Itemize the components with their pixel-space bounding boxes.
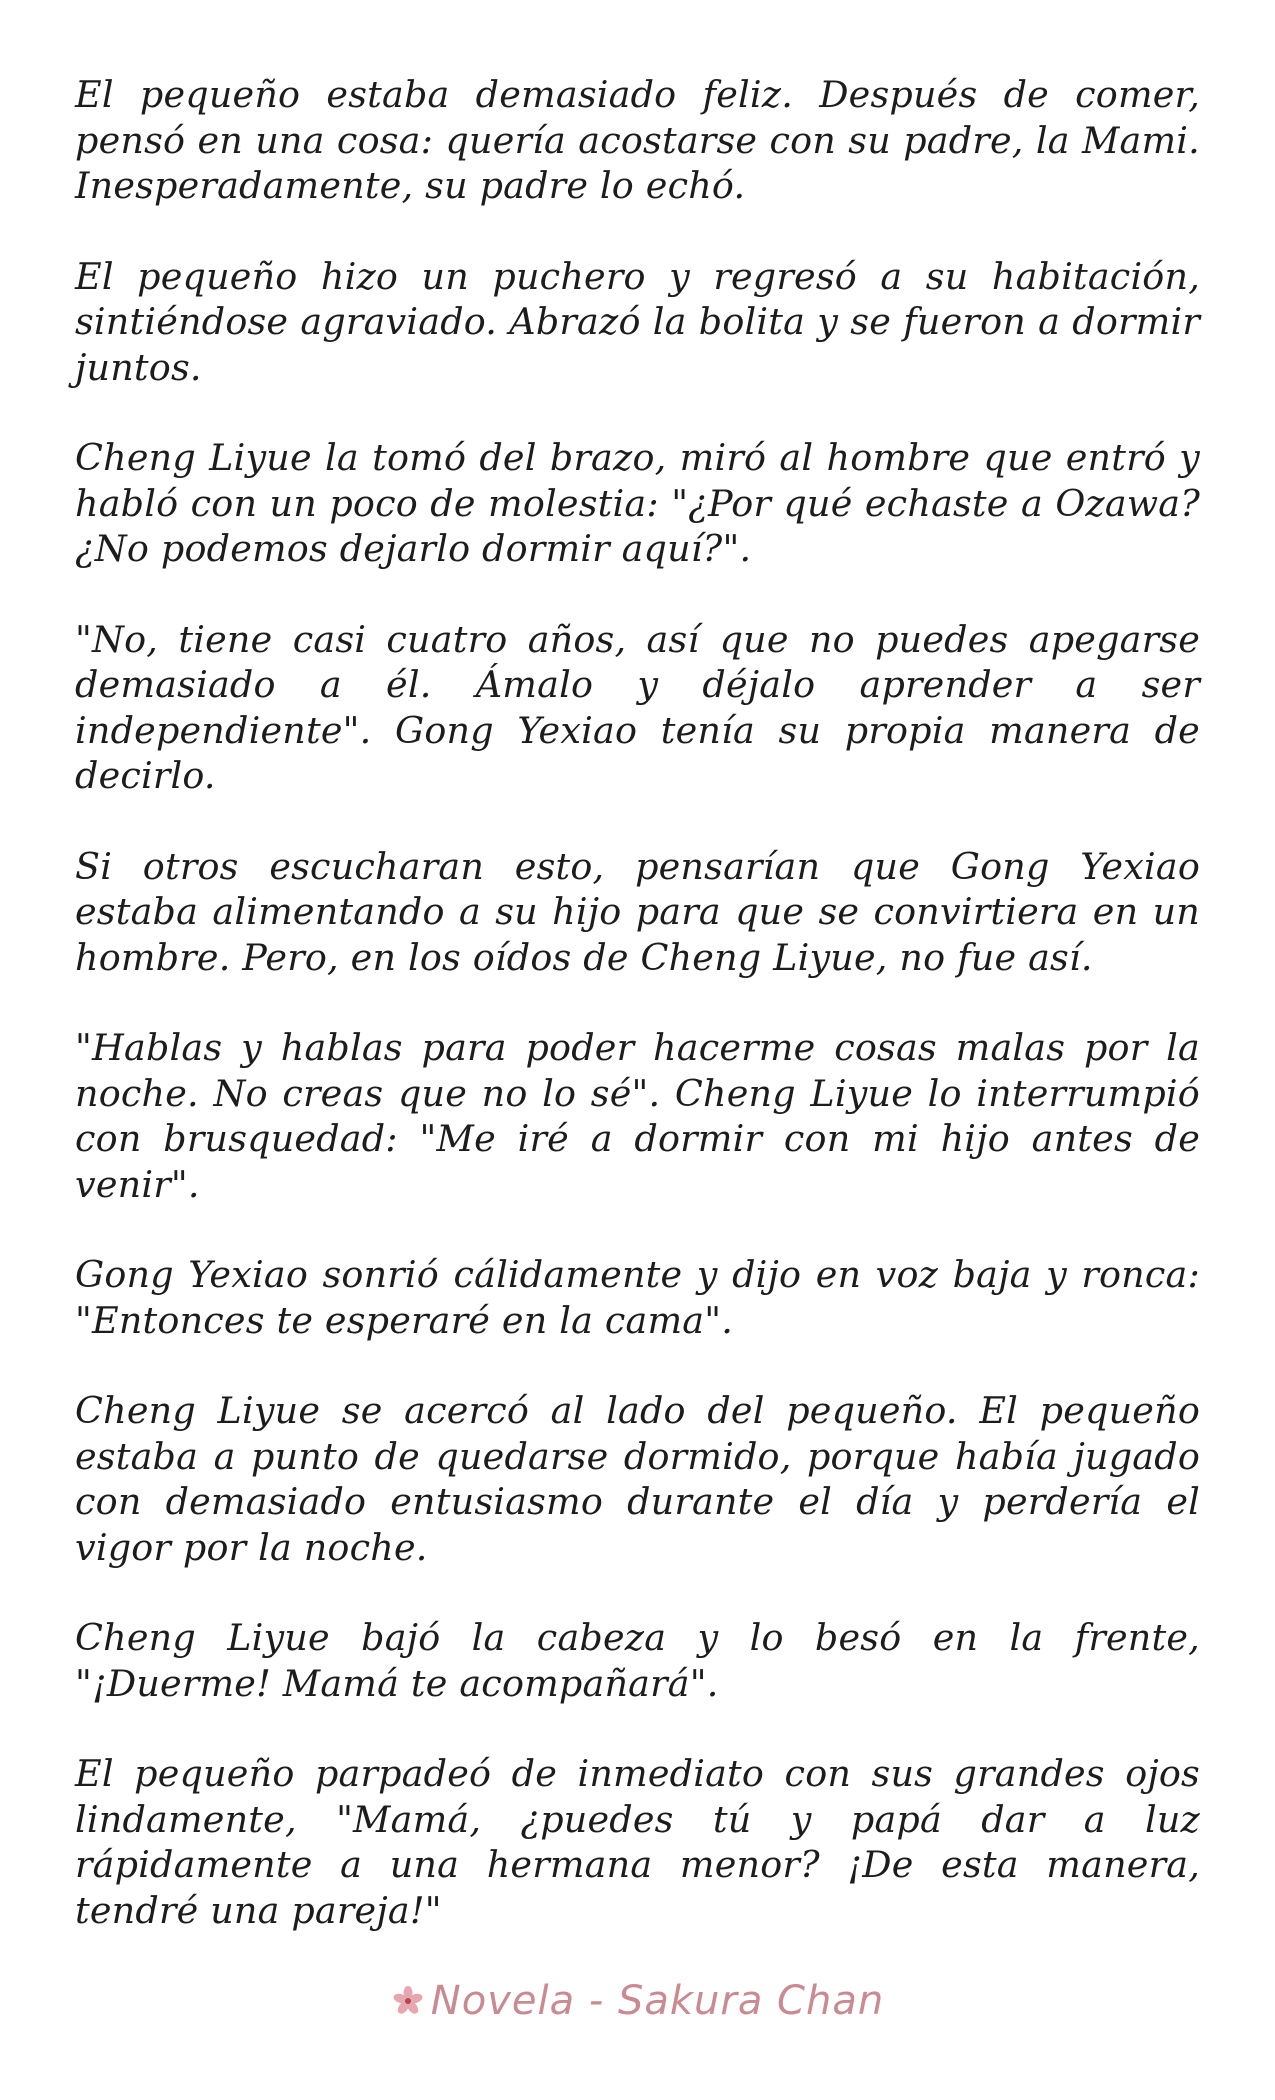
paragraph: El pequeño hizo un puchero y regresó a su habitación, sintiéndose agraviado. Abrazó la bolita y se fueron a dormir juntos.: [75, 254, 1200, 389]
paragraph: "Hablas y hablas para poder hacerme cosas malas por la noche. No creas que no lo sé". Cheng Liyue lo interrumpió con brusquedad: "Me iré a dormir con mi hijo antes de venir".: [75, 1026, 1200, 1206]
document-body: [75, 72, 1200, 1978]
sakura-blossom-icon: [391, 1982, 425, 2016]
paragraph: Cheng Liyue la tomó del brazo, miró al hombre que entró y habló con un poco de molestia: "¿Por qué echaste a Ozawa? ¿No podemos dejarlo dormir aquí?".: [75, 436, 1200, 570]
paragraph: Gong Yexiao sonrió cálidamente y dijo en voz baja y ronca: "Entonces te esperaré en la cama".: [75, 1253, 1200, 1342]
paragraph: El pequeño estaba demasiado feliz. Después de comer, pensó en una cosa: quería acostarse con su padre, la Mami. Inesperadamente, su padre lo echó.: [75, 73, 1200, 207]
watermark-text: Novela - Sakura Chan: [430, 1978, 885, 2024]
watermark-footer: [0, 1978, 1275, 2024]
paragraph: Si otros escucharan esto, pensarían que Gong Yexiao estaba alimentando a su hijo para que se convirtiera en un hombre. Pero, en los oídos de Cheng Liyue, no fue así.: [75, 844, 1200, 979]
paragraph: Cheng Liyue se acercó al lado del pequeño. El pequeño estaba a punto de quedarse dormido, porque había jugado con demasiado entusiasmo durante el día y perdería el vigor por la noche.: [75, 1389, 1200, 1569]
paragraph: "No, tiene casi cuatro años, así que no puedes apegarse demasiado a él. Ámalo y déjalo aprender a ser independiente". Gong Yexiao tenía su propia manera de decirlo.: [75, 617, 1200, 797]
paragraph: El pequeño parpadeó de inmediato con sus grandes ojos lindamente, "Mamá, ¿puedes tú y papá dar a luz rápidamente a una hermana menor? ¡De esta manera, tendré una pareja!": [75, 1752, 1200, 1932]
paragraph: Cheng Liyue bajó la cabeza y lo besó en la frente, "¡Duerme! Mamá te acompañará".: [75, 1616, 1200, 1705]
